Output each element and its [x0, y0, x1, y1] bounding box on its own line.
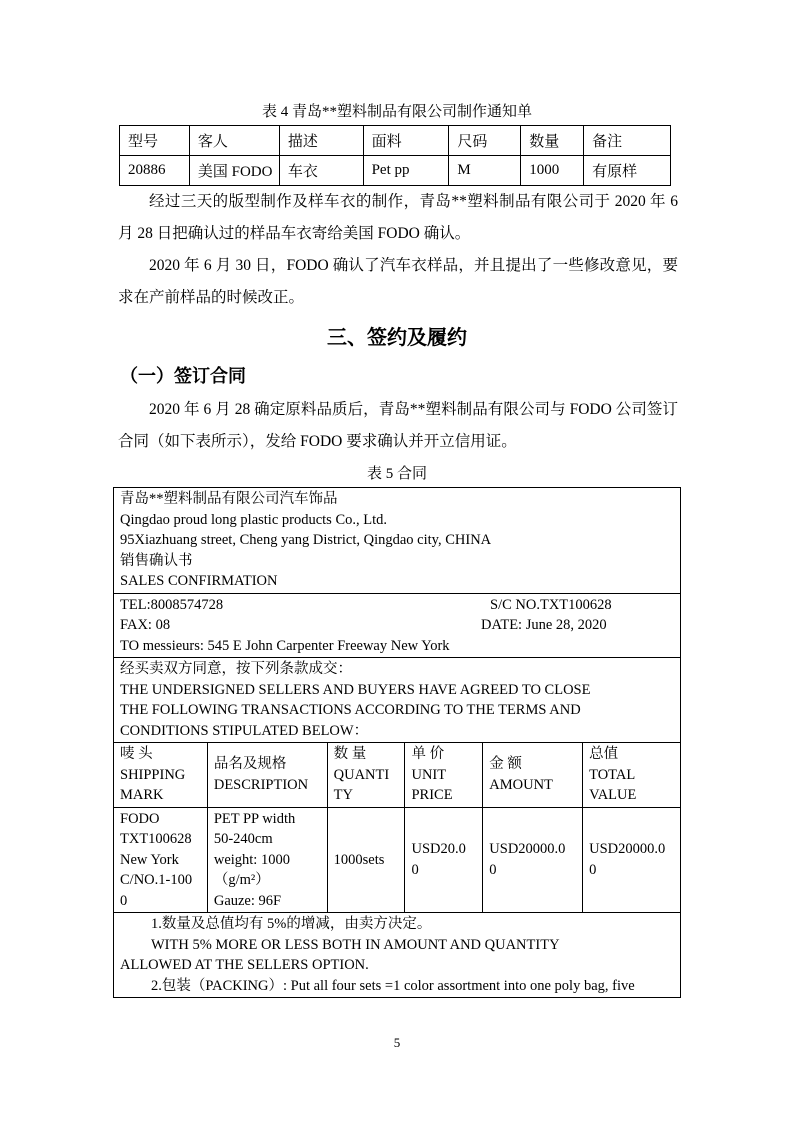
company-address: 95Xiazhuang street, Cheng yang District, Qingdao city, CHINA [120, 532, 492, 548]
agreement-block [114, 658, 681, 743]
total-line: 0 [589, 861, 597, 878]
cell-amount [483, 807, 583, 913]
mark-line: TXT100628 [120, 831, 192, 847]
agreement-en-line1: THE UNDERSIGNED SELLERS AND BUYERS HAVE AGREED TO CLOSE [120, 681, 591, 698]
header-text: AMOUNT [489, 776, 553, 793]
header-text: 单 价 [411, 746, 445, 762]
header-cell: 尺码 [449, 126, 521, 156]
terms-block [114, 913, 681, 998]
mark-line: 0 [120, 892, 128, 909]
header-cell: 数量 [521, 126, 584, 156]
desc-line: （g/m²） [213, 872, 270, 888]
company-block [114, 488, 681, 594]
header-description [207, 743, 327, 808]
header-cell: 客人 [189, 126, 279, 156]
header-text: QUANTI [333, 766, 390, 783]
header-text: 数 量 [333, 746, 367, 762]
page-number: 5 [393, 1035, 401, 1050]
sc-number: S/C NO.TXT100628 [490, 596, 612, 613]
sales-confirmation-table [113, 487, 681, 998]
header-quantity [327, 743, 405, 808]
desc-line: PET PP width [213, 810, 296, 827]
header-text: SHIPPING [120, 766, 186, 783]
mark-line: FODO [120, 810, 160, 827]
cell-description [207, 807, 327, 913]
term1-en-line2: ALLOWED AT THE SELLERS OPTION. [120, 957, 369, 973]
fax-line [120, 615, 674, 636]
desc-line: weight: 1000 [213, 851, 290, 868]
company-name-en: Qingdao proud long plastic products Co., Ltd. [120, 511, 388, 528]
mark-line: New York [120, 851, 179, 868]
header-text: PRICE [411, 787, 453, 803]
header-text: UNIT [411, 766, 447, 783]
paragraph-sample-shipping: 经过三天的版型制作及样车衣的制作，青岛**塑料制品有限公司于 2020 年 6 月 28 日把确认过的样品车衣寄给美国 FODO 确认。 [118, 193, 678, 242]
header-text: 金 额 [489, 756, 522, 773]
table-row [120, 156, 671, 186]
header-text: TY [333, 787, 353, 803]
term1-en-line1: WITH 5% MORE OR LESS BOTH IN AMOUNT AND QUANTITY [151, 936, 560, 953]
cell-quantity: 1000sets [327, 807, 405, 913]
tel-line [120, 595, 674, 616]
goods-header-row [114, 743, 681, 808]
price-line: USD20.0 [411, 841, 466, 858]
header-cell: 面料 [363, 126, 449, 156]
paragraph-sample-confirmed: 2020 年 6 月 30 日，FODO 确认了汽车衣样品，并且提出了一些修改意见，要求在产前样品的时候改正。 [118, 257, 678, 306]
agreement-cn: 经买卖双方同意，按下列条款成交： [120, 661, 352, 677]
document-title-en: SALES CONFIRMATION [120, 573, 278, 589]
table4-caption: 表 4 青岛**塑料制品有限公司制作通知单 [261, 104, 532, 120]
term1-cn: 1.数量及总值均有 5%的增减，由卖方决定。 [151, 916, 432, 932]
contact-block [114, 593, 681, 658]
mark-line: C/NO.1-100 [120, 872, 193, 888]
amount-line: USD20000.0 [489, 841, 566, 858]
cell-quantity: 1000 [521, 156, 584, 186]
cell-remark: 有原样 [584, 156, 671, 186]
header-text: 总值 [589, 746, 619, 762]
production-notice-table [119, 125, 671, 186]
cell-model: 20886 [120, 156, 190, 186]
table5-caption: 表 5 合同 [366, 466, 427, 482]
header-unit-price [405, 743, 483, 808]
section-heading: 三、签约及履约 [327, 325, 467, 349]
amount-line: 0 [489, 861, 497, 878]
header-cell: 备注 [584, 126, 671, 156]
header-text: 唛 头 [120, 746, 153, 762]
header-text: MARK [120, 787, 164, 803]
price-line: 0 [411, 861, 419, 878]
cell-customer: 美国 FODO [189, 156, 279, 186]
header-cell: 描述 [279, 126, 363, 156]
desc-line: Gauze: 96F [213, 892, 282, 909]
term2-packing: 2.包装（PACKING）: Put all four sets =1 color assortment into one poly bag, five [151, 977, 635, 994]
agreement-en-line3: CONDITIONS STIPULATED BELOW： [120, 722, 369, 739]
date: DATE: June 28, 2020 [481, 617, 607, 633]
to-address: TO messieurs: 545 E John Carpenter Freeway New York [120, 637, 450, 654]
header-amount [483, 743, 583, 808]
subsection-heading: （一）签订合同 [120, 366, 246, 387]
header-text: DESCRIPTION [213, 776, 309, 793]
table-header-row [120, 126, 671, 156]
total-line: USD20000.0 [589, 841, 666, 858]
cell-unit-price [405, 807, 483, 913]
header-shipping-mark [114, 743, 208, 808]
paragraph-contract: 2020 年 6 月 28 确定原料品质后，青岛**塑料制品有限公司与 FODO 公司签订合同（如下表所示），发给 FODO 要求确认并开立信用证。 [118, 401, 678, 450]
header-total-value [583, 743, 681, 808]
company-name-cn: 青岛**塑料制品有限公司汽车饰品 [120, 491, 338, 507]
tel: TEL:8008574728 [120, 596, 224, 613]
cell-shipping-mark [114, 807, 208, 913]
goods-row [114, 807, 681, 913]
header-text: 品名及规格 [213, 756, 287, 773]
header-cell: 型号 [120, 126, 190, 156]
desc-line: 50-240cm [213, 831, 273, 847]
cell-fabric: Pet pp [363, 156, 449, 186]
cell-size: M [449, 156, 521, 186]
cell-total-value [583, 807, 681, 913]
header-text: TOTAL [589, 766, 636, 783]
header-text: VALUE [589, 787, 637, 803]
document-title-cn: 销售确认书 [120, 552, 193, 569]
fax: FAX: 08 [120, 617, 171, 633]
agreement-en-line2: THE FOLLOWING TRANSACTIONS ACCORDING TO THE TERMS AND [120, 702, 581, 718]
cell-description: 车衣 [279, 156, 363, 186]
